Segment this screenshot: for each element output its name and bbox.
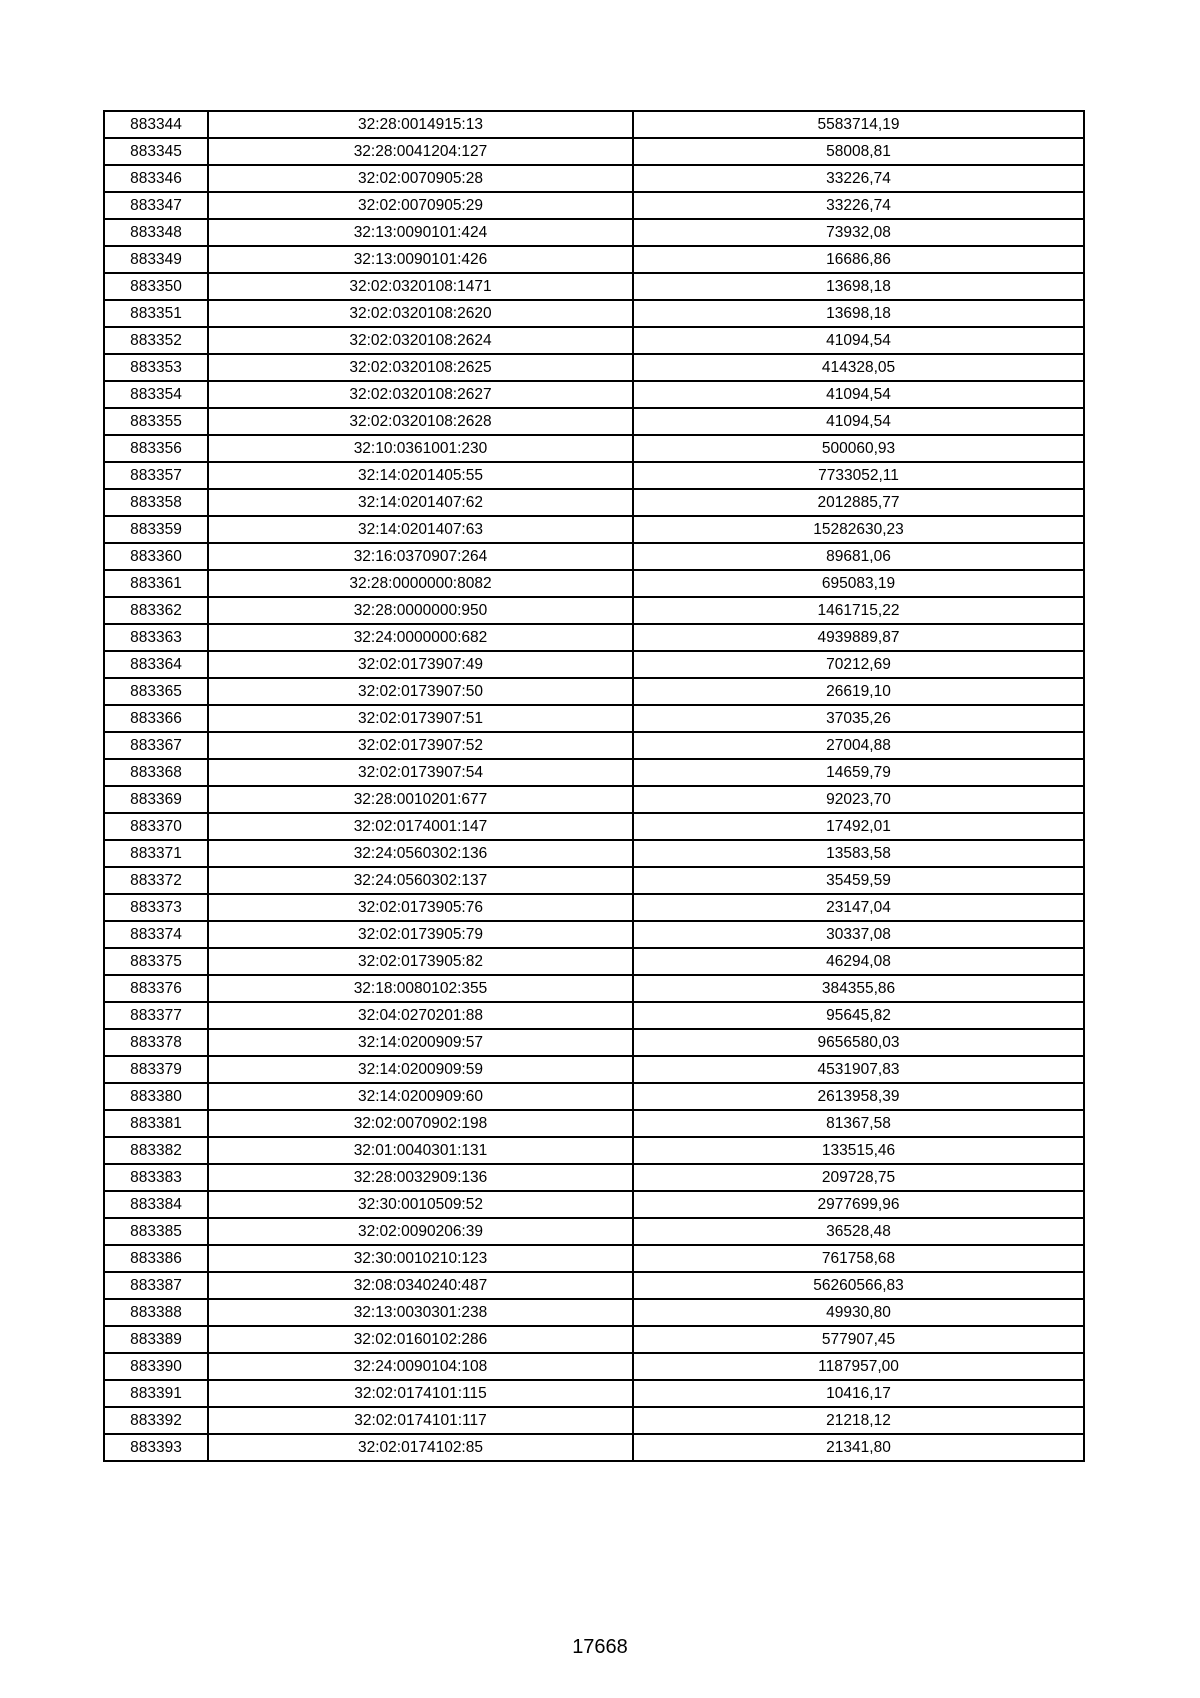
row-number-cell: 883383 xyxy=(104,1164,208,1191)
table-row xyxy=(104,1083,1084,1110)
cadastral-number-cell: 32:10:0361001:230 xyxy=(208,435,633,462)
table-row xyxy=(104,354,1084,381)
value-cell: 14659,79 xyxy=(633,759,1084,786)
row-number-cell: 883381 xyxy=(104,1110,208,1137)
value-cell: 33226,74 xyxy=(633,165,1084,192)
row-number-cell: 883367 xyxy=(104,732,208,759)
row-number-cell: 883378 xyxy=(104,1029,208,1056)
value-cell: 36528,48 xyxy=(633,1218,1084,1245)
value-cell: 81367,58 xyxy=(633,1110,1084,1137)
row-number-cell: 883366 xyxy=(104,705,208,732)
row-number-cell: 883372 xyxy=(104,867,208,894)
cadastral-number-cell: 32:14:0201405:55 xyxy=(208,462,633,489)
value-cell: 46294,08 xyxy=(633,948,1084,975)
cadastral-number-cell: 32:04:0270201:88 xyxy=(208,1002,633,1029)
cadastral-number-cell: 32:08:0340240:487 xyxy=(208,1272,633,1299)
value-cell: 21218,12 xyxy=(633,1407,1084,1434)
cadastral-number-cell: 32:02:0173907:51 xyxy=(208,705,633,732)
row-number-cell: 883384 xyxy=(104,1191,208,1218)
cadastral-number-cell: 32:02:0173905:79 xyxy=(208,921,633,948)
table-row xyxy=(104,894,1084,921)
cadastral-number-cell: 32:28:0014915:13 xyxy=(208,111,633,138)
cadastral-number-cell: 32:02:0160102:286 xyxy=(208,1326,633,1353)
row-number-cell: 883355 xyxy=(104,408,208,435)
table-row xyxy=(104,219,1084,246)
table-row xyxy=(104,516,1084,543)
row-number-cell: 883349 xyxy=(104,246,208,273)
table-row xyxy=(104,300,1084,327)
value-cell: 10416,17 xyxy=(633,1380,1084,1407)
cadastral-number-cell: 32:18:0080102:355 xyxy=(208,975,633,1002)
cadastral-number-cell: 32:02:0173905:76 xyxy=(208,894,633,921)
row-number-cell: 883385 xyxy=(104,1218,208,1245)
value-cell: 4939889,87 xyxy=(633,624,1084,651)
table-row xyxy=(104,381,1084,408)
table-row xyxy=(104,543,1084,570)
value-cell: 27004,88 xyxy=(633,732,1084,759)
cadastral-number-cell: 32:14:0201407:63 xyxy=(208,516,633,543)
cadastral-number-cell: 32:02:0320108:2624 xyxy=(208,327,633,354)
row-number-cell: 883362 xyxy=(104,597,208,624)
table-row xyxy=(104,327,1084,354)
cadastral-number-cell: 32:28:0010201:677 xyxy=(208,786,633,813)
row-number-cell: 883388 xyxy=(104,1299,208,1326)
value-cell: 2977699,96 xyxy=(633,1191,1084,1218)
row-number-cell: 883379 xyxy=(104,1056,208,1083)
table-row xyxy=(104,975,1084,1002)
value-cell: 41094,54 xyxy=(633,408,1084,435)
data-table xyxy=(103,110,1085,1462)
value-cell: 414328,05 xyxy=(633,354,1084,381)
row-number-cell: 883351 xyxy=(104,300,208,327)
row-number-cell: 883371 xyxy=(104,840,208,867)
value-cell: 4531907,83 xyxy=(633,1056,1084,1083)
row-number-cell: 883350 xyxy=(104,273,208,300)
table-row xyxy=(104,1056,1084,1083)
cadastral-number-cell: 32:02:0174102:85 xyxy=(208,1434,633,1461)
row-number-cell: 883370 xyxy=(104,813,208,840)
cadastral-number-cell: 32:24:0000000:682 xyxy=(208,624,633,651)
table-row xyxy=(104,1245,1084,1272)
table-row xyxy=(104,1434,1084,1461)
value-cell: 41094,54 xyxy=(633,381,1084,408)
cadastral-number-cell: 32:16:0370907:264 xyxy=(208,543,633,570)
row-number-cell: 883391 xyxy=(104,1380,208,1407)
row-number-cell: 883347 xyxy=(104,192,208,219)
cadastral-number-cell: 32:13:0090101:424 xyxy=(208,219,633,246)
value-cell: 13583,58 xyxy=(633,840,1084,867)
value-cell: 16686,86 xyxy=(633,246,1084,273)
value-cell: 73932,08 xyxy=(633,219,1084,246)
value-cell: 26619,10 xyxy=(633,678,1084,705)
cadastral-number-cell: 32:28:0000000:950 xyxy=(208,597,633,624)
value-cell: 1461715,22 xyxy=(633,597,1084,624)
value-cell: 384355,86 xyxy=(633,975,1084,1002)
page-number: 17668 xyxy=(572,1636,628,1658)
table-row xyxy=(104,408,1084,435)
cadastral-number-cell: 32:02:0174001:147 xyxy=(208,813,633,840)
row-number-cell: 883344 xyxy=(104,111,208,138)
value-cell: 49930,80 xyxy=(633,1299,1084,1326)
row-number-cell: 883390 xyxy=(104,1353,208,1380)
row-number-cell: 883348 xyxy=(104,219,208,246)
table-row xyxy=(104,624,1084,651)
row-number-cell: 883380 xyxy=(104,1083,208,1110)
row-number-cell: 883373 xyxy=(104,894,208,921)
value-cell: 577907,45 xyxy=(633,1326,1084,1353)
value-cell: 41094,54 xyxy=(633,327,1084,354)
value-cell: 37035,26 xyxy=(633,705,1084,732)
value-cell: 7733052,11 xyxy=(633,462,1084,489)
cadastral-number-cell: 32:02:0090206:39 xyxy=(208,1218,633,1245)
row-number-cell: 883368 xyxy=(104,759,208,786)
cadastral-number-cell: 32:02:0320108:1471 xyxy=(208,273,633,300)
table-row xyxy=(104,1272,1084,1299)
cadastral-number-cell: 32:13:0090101:426 xyxy=(208,246,633,273)
cadastral-number-cell: 32:02:0320108:2625 xyxy=(208,354,633,381)
cadastral-number-cell: 32:14:0200909:60 xyxy=(208,1083,633,1110)
table-row xyxy=(104,921,1084,948)
table-row xyxy=(104,1002,1084,1029)
value-cell: 1187957,00 xyxy=(633,1353,1084,1380)
table-row xyxy=(104,813,1084,840)
table-row xyxy=(104,1029,1084,1056)
value-cell: 58008,81 xyxy=(633,138,1084,165)
cadastral-number-cell: 32:24:0560302:137 xyxy=(208,867,633,894)
value-cell: 33226,74 xyxy=(633,192,1084,219)
row-number-cell: 883386 xyxy=(104,1245,208,1272)
cadastral-number-cell: 32:14:0200909:59 xyxy=(208,1056,633,1083)
value-cell: 761758,68 xyxy=(633,1245,1084,1272)
cadastral-number-cell: 32:02:0320108:2628 xyxy=(208,408,633,435)
cadastral-number-cell: 32:28:0041204:127 xyxy=(208,138,633,165)
table-row xyxy=(104,1326,1084,1353)
value-cell: 13698,18 xyxy=(633,273,1084,300)
cadastral-number-cell: 32:30:0010210:123 xyxy=(208,1245,633,1272)
row-number-cell: 883375 xyxy=(104,948,208,975)
table-row xyxy=(104,732,1084,759)
cadastral-number-cell: 32:02:0174101:117 xyxy=(208,1407,633,1434)
row-number-cell: 883389 xyxy=(104,1326,208,1353)
table-row xyxy=(104,705,1084,732)
row-number-cell: 883352 xyxy=(104,327,208,354)
table-row xyxy=(104,1380,1084,1407)
table-row xyxy=(104,948,1084,975)
cadastral-number-cell: 32:02:0173907:52 xyxy=(208,732,633,759)
table-row xyxy=(104,1164,1084,1191)
value-cell: 30337,08 xyxy=(633,921,1084,948)
cadastral-number-cell: 32:02:0173907:50 xyxy=(208,678,633,705)
table-row xyxy=(104,597,1084,624)
table-row xyxy=(104,435,1084,462)
row-number-cell: 883392 xyxy=(104,1407,208,1434)
table-row xyxy=(104,1191,1084,1218)
row-number-cell: 883374 xyxy=(104,921,208,948)
value-cell: 9656580,03 xyxy=(633,1029,1084,1056)
value-cell: 17492,01 xyxy=(633,813,1084,840)
row-number-cell: 883360 xyxy=(104,543,208,570)
table-row xyxy=(104,678,1084,705)
table-row xyxy=(104,759,1084,786)
cadastral-number-cell: 32:13:0030301:238 xyxy=(208,1299,633,1326)
row-number-cell: 883393 xyxy=(104,1434,208,1461)
cadastral-number-cell: 32:02:0173905:82 xyxy=(208,948,633,975)
value-cell: 21341,80 xyxy=(633,1434,1084,1461)
table-row xyxy=(104,1299,1084,1326)
cadastral-number-cell: 32:02:0320108:2627 xyxy=(208,381,633,408)
value-cell: 209728,75 xyxy=(633,1164,1084,1191)
row-number-cell: 883358 xyxy=(104,489,208,516)
value-cell: 15282630,23 xyxy=(633,516,1084,543)
row-number-cell: 883345 xyxy=(104,138,208,165)
cadastral-number-cell: 32:02:0070902:198 xyxy=(208,1110,633,1137)
cadastral-number-cell: 32:24:0090104:108 xyxy=(208,1353,633,1380)
table-row xyxy=(104,867,1084,894)
value-cell: 95645,82 xyxy=(633,1002,1084,1029)
value-cell: 133515,46 xyxy=(633,1137,1084,1164)
row-number-cell: 883369 xyxy=(104,786,208,813)
cadastral-number-cell: 32:24:0560302:136 xyxy=(208,840,633,867)
cadastral-number-cell: 32:02:0070905:29 xyxy=(208,192,633,219)
value-cell: 695083,19 xyxy=(633,570,1084,597)
value-cell: 500060,93 xyxy=(633,435,1084,462)
cadastral-number-cell: 32:02:0070905:28 xyxy=(208,165,633,192)
table-row xyxy=(104,462,1084,489)
cadastral-number-cell: 32:02:0174101:115 xyxy=(208,1380,633,1407)
value-cell: 92023,70 xyxy=(633,786,1084,813)
row-number-cell: 883376 xyxy=(104,975,208,1002)
value-cell: 5583714,19 xyxy=(633,111,1084,138)
row-number-cell: 883387 xyxy=(104,1272,208,1299)
row-number-cell: 883346 xyxy=(104,165,208,192)
value-cell: 70212,69 xyxy=(633,651,1084,678)
cadastral-number-cell: 32:14:0201407:62 xyxy=(208,489,633,516)
cadastral-number-cell: 32:28:0000000:8082 xyxy=(208,570,633,597)
row-number-cell: 883357 xyxy=(104,462,208,489)
table-row xyxy=(104,1353,1084,1380)
table-row xyxy=(104,1407,1084,1434)
value-cell: 2012885,77 xyxy=(633,489,1084,516)
cadastral-number-cell: 32:28:0032909:136 xyxy=(208,1164,633,1191)
table-row xyxy=(104,192,1084,219)
row-number-cell: 883361 xyxy=(104,570,208,597)
table-row xyxy=(104,273,1084,300)
table-row xyxy=(104,570,1084,597)
table-row xyxy=(104,786,1084,813)
row-number-cell: 883365 xyxy=(104,678,208,705)
table-row xyxy=(104,840,1084,867)
row-number-cell: 883363 xyxy=(104,624,208,651)
table-row xyxy=(104,246,1084,273)
table-row xyxy=(104,1137,1084,1164)
row-number-cell: 883377 xyxy=(104,1002,208,1029)
row-number-cell: 883356 xyxy=(104,435,208,462)
table-row xyxy=(104,165,1084,192)
table-row xyxy=(104,1218,1084,1245)
row-number-cell: 883364 xyxy=(104,651,208,678)
cadastral-number-cell: 32:14:0200909:57 xyxy=(208,1029,633,1056)
value-cell: 56260566,83 xyxy=(633,1272,1084,1299)
table-row xyxy=(104,489,1084,516)
table-row xyxy=(104,111,1084,138)
cadastral-number-cell: 32:02:0320108:2620 xyxy=(208,300,633,327)
cadastral-number-cell: 32:01:0040301:131 xyxy=(208,1137,633,1164)
value-cell: 13698,18 xyxy=(633,300,1084,327)
table-row xyxy=(104,1110,1084,1137)
table-row xyxy=(104,651,1084,678)
row-number-cell: 883359 xyxy=(104,516,208,543)
row-number-cell: 883354 xyxy=(104,381,208,408)
cadastral-number-cell: 32:02:0173907:54 xyxy=(208,759,633,786)
value-cell: 35459,59 xyxy=(633,867,1084,894)
row-number-cell: 883353 xyxy=(104,354,208,381)
value-cell: 89681,06 xyxy=(633,543,1084,570)
value-cell: 23147,04 xyxy=(633,894,1084,921)
cadastral-number-cell: 32:02:0173907:49 xyxy=(208,651,633,678)
row-number-cell: 883382 xyxy=(104,1137,208,1164)
table-body xyxy=(104,111,1084,1461)
value-cell: 2613958,39 xyxy=(633,1083,1084,1110)
cadastral-number-cell: 32:30:0010509:52 xyxy=(208,1191,633,1218)
table-row xyxy=(104,138,1084,165)
